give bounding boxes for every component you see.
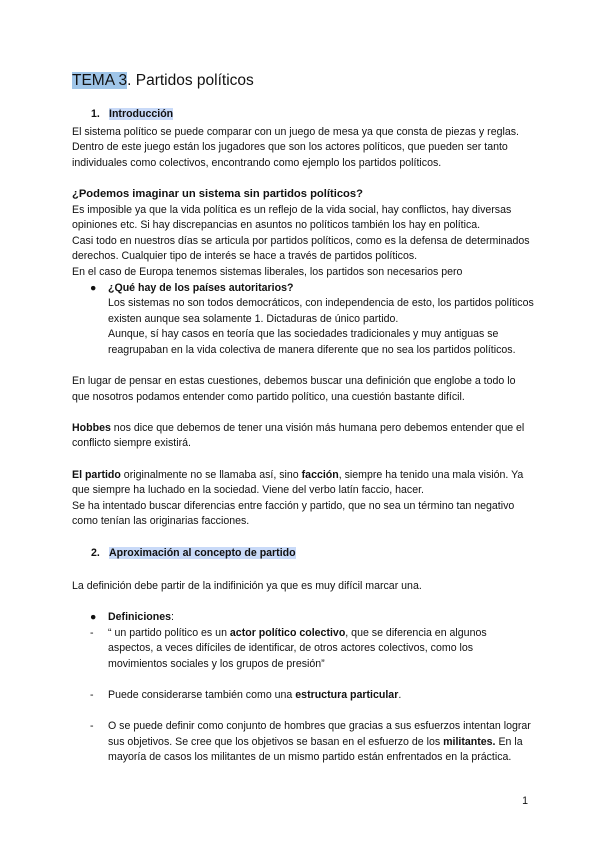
intro-paragraph: El sistema político se puede comparar con un juego de mesa ya que consta de piezas y reglas. Dentro de este juego están los jugadores que son los actores políticos, que pueden ser tanto individuales como colectivos, encontrando como ejemplo los partidos políticos.: [72, 125, 519, 169]
page-content: [72, 72, 534, 766]
definition-item-2: [72, 688, 534, 704]
section-2-number: 2.: [91, 546, 100, 559]
partido-term: El partido: [72, 468, 121, 481]
definition-2-text-b: .: [398, 688, 402, 701]
question-paragraph-3: En el caso de Europa tenemos sistemas liberales, los partidos son necesarios pero: [72, 265, 463, 278]
definition-item-3: [72, 719, 534, 766]
section-2-title: Aproximación al concepto de partido: [109, 546, 296, 559]
dash-mark: -: [90, 720, 94, 733]
hobbes-name: Hobbes: [72, 421, 111, 434]
partido-paragraph-2: Se ha intentado buscar diferencias entre facción y partido, que no sea un término tan negativo como tenían las originarias facciones.: [72, 499, 515, 528]
definition-3-text-a: O se puede definir como conjunto de hombres que gracias a sus esfuerzos intentan lograr sus objetivos. Se cree que los objetivos se basan en el esfuerzo de los: [108, 720, 531, 748]
definition-1-text-a: “ un partido político es un: [108, 626, 230, 639]
definitions-colon: :: [171, 611, 174, 623]
bullet-mark: ●: [90, 281, 97, 294]
page-number: 1: [522, 795, 528, 807]
question-heading: ¿Podemos imaginar un sistema sin partidos políticos?: [72, 187, 363, 200]
definition-3-text-b: En la mayoría de casos los militantes de un mismo partido están enfrentados en la práctica.: [108, 735, 523, 764]
faccion-term: facción: [301, 468, 339, 481]
question-paragraph-2: Casi todo en nuestros días se articula por partidos políticos, como es la defensa de determinados derechos. Cualquier tipo de interés se hace a través de partidos políticos.: [72, 234, 530, 263]
title-text: . Partidos políticos: [127, 72, 254, 89]
section-2-heading: [72, 546, 534, 562]
bullet-mark: ●: [90, 611, 97, 623]
definition-item-1: [72, 626, 534, 673]
hobbes-text: nos dice que debemos de tener una visión más humana pero debemos entender que el conflicto siempre existirá.: [72, 421, 525, 450]
bullet-definitions: [72, 610, 534, 626]
dash-mark: -: [90, 626, 94, 639]
definitions-heading: Definiciones: [108, 611, 171, 623]
bullet-text-1: Los sistemas no son todos democráticos, con independencia de esto, los partidos políticos existen aunque sea solamente 1. Dictaduras de único partido.: [108, 297, 534, 325]
section-1-number: 1.: [91, 108, 100, 120]
section-2-paragraph: La definición debe partir de la indifinición ya que es muy difícil marcar una.: [72, 579, 422, 592]
definition-2-text-a: Puede considerarse también como una: [108, 688, 296, 701]
definition-1-bold: actor político colectivo: [229, 626, 346, 639]
section-1-title: Introducción: [109, 108, 174, 120]
definition-3-bold: militantes.: [443, 735, 496, 748]
page-title: [72, 72, 534, 90]
definition-paragraph: En lugar de pensar en estas cuestiones, debemos buscar una definición que englobe a todo lo que nosotros podamos entender como partido político, una cuestión bastante difícil.: [72, 375, 516, 403]
definition-2-bold: estructura particular: [295, 688, 399, 701]
partido-text-2: , siempre ha tenido una mala visión. Ya que siempre ha luchado en la sociedad. Viene del verbo latín faccio, hacer.: [72, 468, 524, 497]
definition-1-text-b: , que se diferencia en algunos aspectos, a veces difíciles de identificar, de otros actores colectivos, como los movimientos sociales y los grupos de presión”: [108, 626, 487, 670]
bullet-text-2: Aunque, sí hay casos en teoría que las sociedades tradicionales y muy antiguas se reagrupaban en la vida colectiva de manera diferente que no sea los partidos políticos.: [108, 328, 516, 356]
section-1-heading: [72, 107, 534, 123]
dash-mark: -: [90, 688, 94, 701]
hobbes-paragraph: [72, 421, 534, 452]
bullet-heading: ¿Qué hay de los países autoritarios?: [108, 281, 294, 294]
partido-paragraph: [72, 468, 534, 499]
bullet-authoritarian: [72, 281, 534, 359]
partido-text-1: originalmente no se llamaba así, sino: [120, 468, 302, 481]
title-highlight: TEMA 3: [72, 72, 128, 89]
question-paragraph-1: Es imposible ya que la vida política es un reflejo de la vida social, hay conflictos, hay diversas opiniones etc. Si hay discrepancias en asuntos no políticos también los hay en política.: [72, 203, 512, 232]
